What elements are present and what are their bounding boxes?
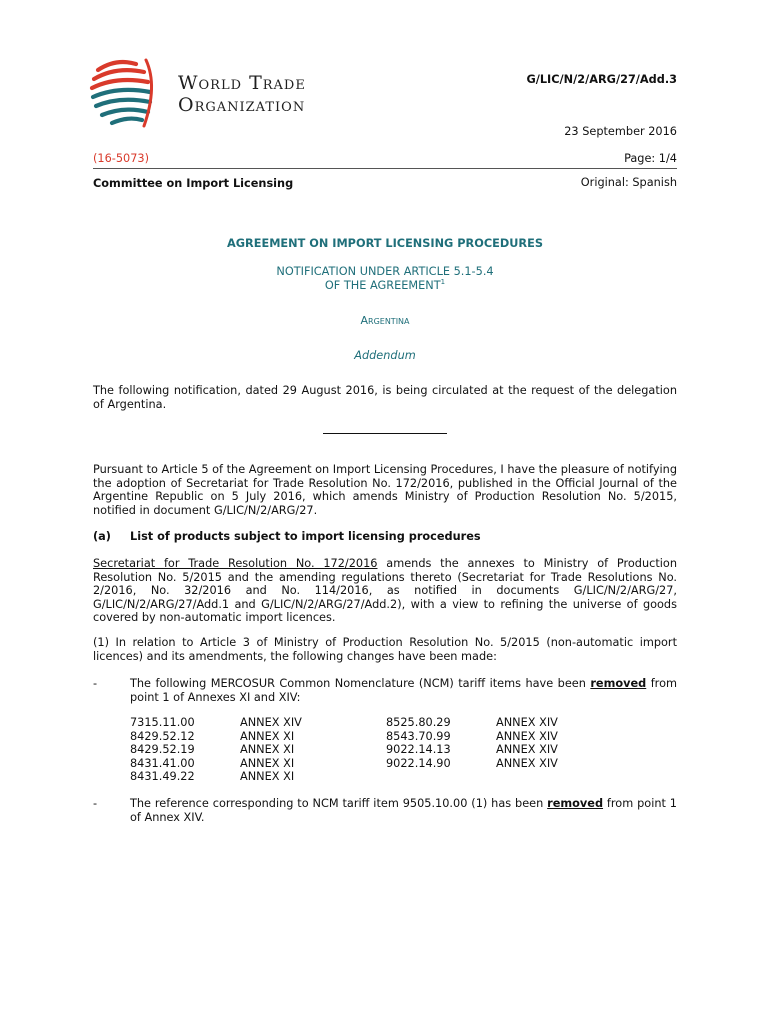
- tariff-row: [130, 770, 302, 784]
- resolution-paragraph: [93, 557, 677, 625]
- tariff-annex: ANNEX XIV: [496, 716, 558, 729]
- tariff-code: 8525.80.29: [386, 716, 451, 729]
- tariff-row: [130, 730, 302, 744]
- section-a-title: List of products subject to import licensing procedures: [130, 530, 481, 543]
- tariff-code: 9022.14.13: [386, 743, 451, 757]
- separator-line: [323, 433, 447, 434]
- tariff-code: 8429.52.19: [130, 743, 195, 757]
- intro-paragraph: The following notification, dated 29 August 2016, is being circulated at the request of the delegation of Argentina.: [93, 384, 677, 411]
- relation-paragraph: (1) In relation to Article 3 of Ministry of Production Resolution No. 5/2015 (non-automatic import licences) and its amendments, the following changes have been made:: [93, 636, 677, 663]
- bullet-1-text: [130, 677, 677, 704]
- bullet-1-post: from point 1 of Annexes XI and XIV:: [130, 677, 677, 704]
- tariff-annex: ANNEX XIV: [496, 729, 558, 743]
- org-name-line1: World Trade: [178, 72, 306, 94]
- tariff-code: 8431.49.22: [130, 770, 195, 784]
- document-date: 23 September 2016: [564, 125, 677, 138]
- tariff-row: [386, 757, 558, 771]
- header-divider: [93, 168, 677, 169]
- pursuant-paragraph: Pursuant to Article 5 of the Agreement on Import Licensing Procedures, I have the pleasure of notifying the adoption of Secretariat for Trade Resolution No. 172/2016, published in the Official Journal of the Argentine Republic on 5 July 2016, which amends Ministry of Production Resolution No. 5/2015, notified in document G/LIC/N/2/ARG/27.: [93, 463, 677, 517]
- tariff-code: 9022.14.90: [386, 756, 451, 770]
- tariff-code: 8429.52.12: [130, 729, 195, 743]
- tariff-annex: ANNEX XI: [240, 743, 295, 757]
- tariff-row: [386, 743, 558, 757]
- resolution-text: amends the annexes to Ministry of Production Resolution No. 5/2015 and the amending regulations thereto (Secretariat for Trade Resolutions No. 2/2016, No. 32/2016 and No. 114/2016, as notified in documents G/LIC/N/2/ARG/27, G/LIC/N/2/ARG/27/Add.1 and G/LIC/N/2/ARG/27/Add.2), with a view to refining the universe of goods covered by non-automatic import licences.: [93, 557, 677, 625]
- tariff-annex: ANNEX XI: [240, 729, 295, 743]
- notification-title-text: OF THE AGREEMENT: [324, 279, 441, 292]
- document-number: (16-5073): [93, 152, 150, 165]
- bullet-2-text: [130, 797, 677, 824]
- tariff-row: [130, 716, 302, 730]
- bullet-2-emphasis: removed: [547, 797, 604, 810]
- bullet-1-emphasis: removed: [590, 677, 647, 690]
- bullet-dash: -: [93, 797, 98, 810]
- tariff-annex: ANNEX XI: [240, 756, 295, 770]
- bullet-2-pre: The reference corresponding to NCM tariff item 9505.10.00 (1) has been: [130, 797, 548, 810]
- addendum-label: Addendum: [354, 349, 416, 362]
- notification-title-line2: [93, 279, 677, 293]
- tariff-row: [130, 743, 302, 757]
- country-name: Argentina: [360, 314, 410, 327]
- page-indicator: Page: 1/4: [624, 152, 677, 165]
- tariff-list-left: [130, 716, 302, 784]
- section-a-label: (a): [93, 530, 111, 543]
- tariff-annex: ANNEX XIV: [496, 756, 558, 770]
- agreement-title: AGREEMENT ON IMPORT LICENSING PROCEDURES: [227, 237, 543, 250]
- wto-logo-icon: [84, 56, 164, 132]
- bullet-dash: -: [93, 677, 98, 690]
- notification-title-line1: NOTIFICATION UNDER ARTICLE 5.1-5.4: [276, 265, 494, 278]
- tariff-code: 8543.70.99: [386, 729, 451, 743]
- footnote-marker[interactable]: 1: [440, 278, 446, 287]
- document-symbol: G/LIC/N/2/ARG/27/Add.3: [526, 73, 677, 86]
- tariff-row: [386, 716, 558, 730]
- original-language: Original: Spanish: [580, 176, 677, 189]
- resolution-link[interactable]: Secretariat for Trade Resolution No. 172/2016: [93, 557, 378, 570]
- tariff-annex: ANNEX XIV: [240, 716, 302, 729]
- tariff-row: [386, 730, 558, 744]
- tariff-code: 8431.41.00: [130, 756, 195, 770]
- committee-name: Committee on Import Licensing: [93, 177, 294, 190]
- org-name-line2: Organization: [178, 94, 306, 116]
- bullet-2-post: from point 1 of Annex XIV.: [130, 797, 677, 824]
- tariff-code: 7315.11.00: [130, 716, 195, 729]
- tariff-row: [130, 757, 302, 771]
- bullet-1-pre: The following MERCOSUR Common Nomenclature (NCM) tariff items have been: [130, 677, 591, 690]
- tariff-list-right: [386, 716, 558, 770]
- tariff-annex: ANNEX XIV: [496, 743, 558, 757]
- tariff-annex: ANNEX XI: [240, 770, 295, 784]
